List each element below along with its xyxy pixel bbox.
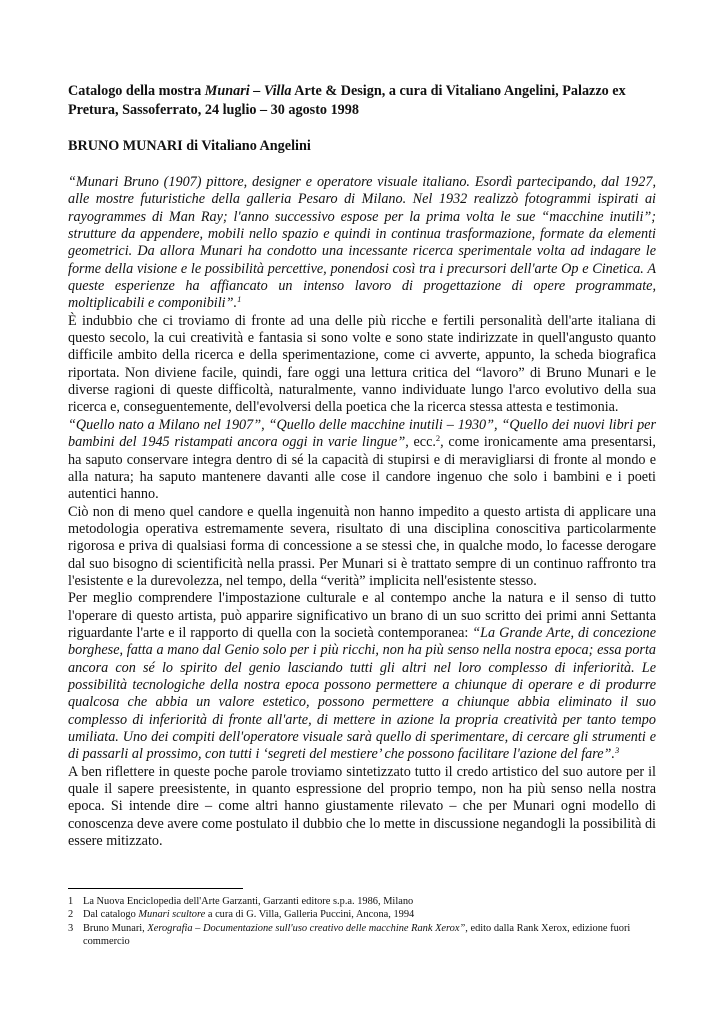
quote-text: “Quello nato a Milano nel 1907”, “Quello delle macchine inutili – 1930”, “Quello dei nuovi libri per bambini del 1945 ristampati ancora oggi in varie lingue” [68, 416, 656, 451]
title-text-rest: Arte & Design, a cura di Vitaliano Angelini, Palazzo ex Pretura, Sassoferrato, 24 luglio – 30 agosto 1998 [68, 83, 626, 118]
paragraph-text: Per meglio comprendere l'impostazione culturale e al contempo anche la natura e il senso di tutto l'operare di questo artista, può apparire significativo un brano di un suo scritto dei primi anni Settanta riguardante l'arte e il rapporto di quella con la società contemporanea: [68, 590, 656, 641]
paragraph-text: , ecc. [405, 434, 436, 451]
footnote-ref: 1 [237, 294, 242, 305]
footnote-text [83, 908, 656, 921]
footnote-number: 3 [68, 922, 74, 934]
footnotes [68, 888, 656, 949]
footnote-ref: 2 [435, 433, 441, 444]
quote-text: “La Grande Arte, di concezione borghese, fatta a mano dal Genio solo per i più ricchi, non ha più senso nella nostra epoca; essa porta ancora con sé lo spirito del genio lasciando tutti gli altri nel loro complesso di inferiorità. Le possibilità tecnologiche della nostra epoca possono permettere a chiunque di operare e di produrre qualcosa che abbia un valore estetico, possono permettere a chiunque abbia eliminato il suo complesso di inferiorità di fronte all'arte, di mettere in azione la propria creatività per tanto tempo umiliata. Uno dei compiti dell'operatore visuale sarà quello di sperimentare, di cercare gli strumenti e di passarli al prossimo, con tutti i ‘segreti del mestiere’ che possono facilitare l'azione del fare”. [68, 624, 657, 763]
document-body [68, 174, 656, 850]
paragraph-3 [68, 417, 656, 504]
footnote-number: 1 [68, 896, 74, 907]
document-subtitle: BRUNO MUNARI di Vitaliano Angelini [68, 138, 311, 154]
footnote-divider [68, 888, 243, 889]
footnote-text-part: La Nuova Enciclopedia dell'Arte Garzanti, Garzanti editore s.p.a. 1986, Milano [83, 896, 414, 907]
document-page [68, 82, 656, 850]
footnote-3 [68, 922, 656, 949]
footnote-text [83, 922, 656, 949]
paragraph-2: È indubbio che ci troviamo di fronte ad una delle più ricche e fertili personalità dell'arte italiana di questo secolo, la cui creatività e fantasia si sono volte e sono state indirizzate in quell'angusto quanto difficile ambito della ricerca e della sperimentazione, come ci avverte, appunto, la scheda biografica riportata. Non diviene facile, quindi, fare oggi una lettura critica del “lavoro” di Bruno Munari e le diverse ragioni di queste difficoltà, naturalmente, vanno individuate lungo l'arco evolutivo della sua ricerca e, conseguentemente, dell'evolversi della poetica che la ricerca stessa attesta e testimonia. [68, 312, 656, 416]
document-title [68, 82, 656, 120]
footnote-text [83, 895, 656, 908]
footnote-number: 2 [68, 909, 74, 921]
title-italic: Munari – Villa [204, 83, 292, 99]
paragraph-5 [68, 590, 656, 763]
footnote-italic: Munari scultore [138, 909, 206, 921]
footnote-text-part: Dal catalogo [83, 909, 139, 921]
title-text: Catalogo della mostra [68, 83, 205, 99]
paragraph-1 [68, 174, 656, 313]
paragraph-4: Ciò non di meno quel candore e quella ingenuità non hanno impedito a questo artista di applicare una metodologia operativa estremamente severa, risultato di una disciplina conoscitiva particolarmente rigorosa e priva di qualsiasi forma di concessione a se stessi che, in qualche modo, lo facesse derogare dal suo bisogno di scientificità nella prassi. Per Munari si è trattato sempre di un continuo raffronto tra l'esistente e la durevolezza, nel tempo, della “verità” implicita nell'esistente stesso. [68, 503, 656, 589]
footnote-text-part: , edito dalla Rank Xerox, edizione fuori commercio [83, 922, 631, 948]
footnote-italic: Xerografia – Documentazione sull'uso creativo delle macchine Rank Xerox” [147, 922, 466, 934]
quote-text: “Munari Bruno (1907) pittore, designer e operatore visuale italiano. Esordì partecipando, dal 1927, alle mostre futuristiche della galleria Pesaro di Milano. Nel 1932 realizzò fotogrammi ispirati ai rayogrammes di Man Ray; l'anno successivo espose per la prima volta le sue “macchine inutili”; strutture da appendere, mobili nello spazio e quindi in continua trasformazione, formate da elementi geometrici. Da allora Munari ha condotto una incessante ricerca sperimentale volta ad indagare le forme della visione e le possibilità percettive, ponendosi così tra i precursori dell'arte Op e Cinetica. A queste esperienze ha affiancato un intenso lavoro di progettazione di opere programmate, moltiplicabili e componibili”. [68, 174, 656, 312]
paragraph-text: , come ironicamente ama presentarsi, ha saputo conservare integra dentro di sé la capacità di stupirsi e di meravigliarsi di fronte al mondo e alla natura; ha saputo mantenere davanti alle cose il candore ingenuo che solo i bambini e i poeti autentici hanno. [68, 434, 656, 503]
footnote-text-part: a cura di G. Villa, Galleria Puccini, Ancona, 1994 [205, 909, 415, 921]
footnote-text-part: Bruno Munari, [83, 922, 148, 934]
footnote-1 [68, 895, 656, 908]
footnote-2 [68, 908, 656, 921]
footnote-ref: 3 [614, 745, 620, 756]
paragraph-6: A ben riflettere in queste poche parole troviamo sintetizzato tutto il credo artistico del suo autore per il quale il sapere preesistente, in quanto espressione del proprio tempo, non ha più senso nella nostra epoca. Si intende dire – come altri hanno giustamente rilevato – che per Munari ogni modello di conoscenza deve avere come postulato il dubbio che lo mette in discussione negandogli la possibilità di essere mitizzato. [68, 763, 656, 850]
